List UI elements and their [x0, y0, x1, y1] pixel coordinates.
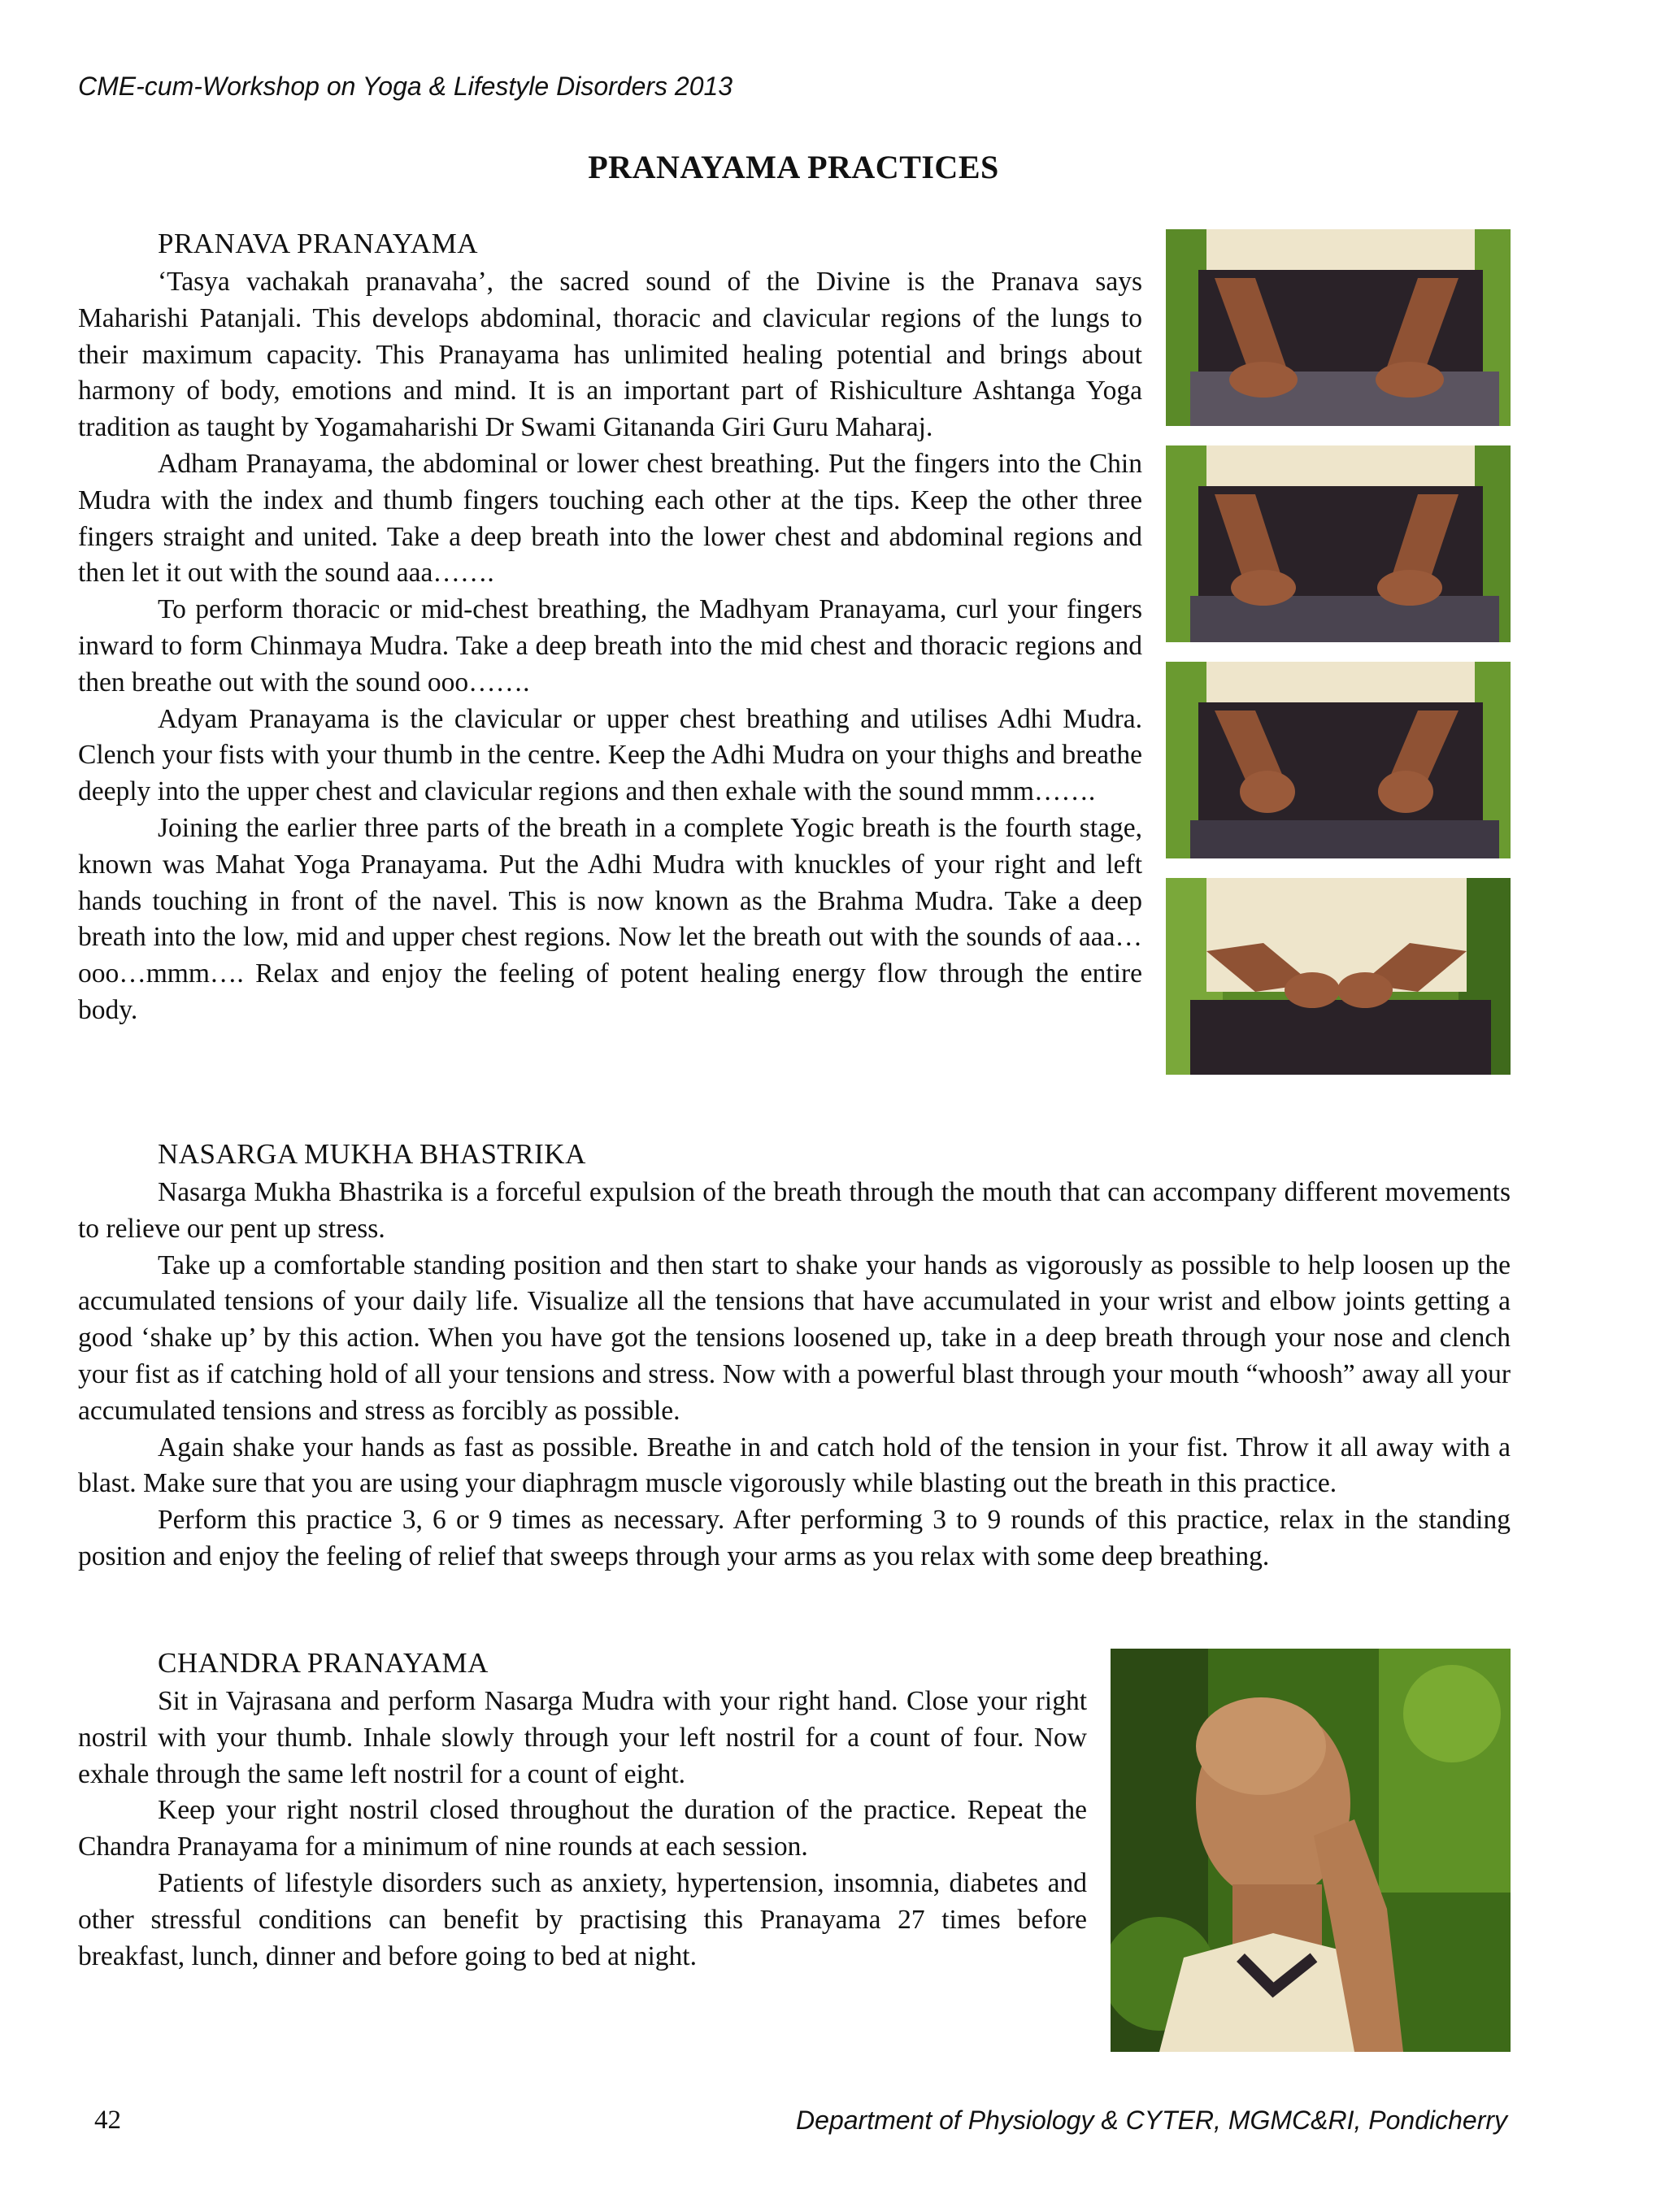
page-number: 42 [94, 2106, 121, 2135]
paragraph: Patients of lifestyle disorders such as anxiety, hypertension, insomnia, diabetes and other stressful conditions can benefit by practising this Pranayama 27 times before breakfast, lunch, dinner and before going to bed at night. [78, 1867, 1087, 1971]
page-title: PRANAYAMA PRACTICES [588, 149, 999, 185]
section-heading-chandra: CHANDRA PRANAYAMA [158, 1647, 489, 1679]
paragraph: Joining the earlier three parts of the breath in a complete Yogic breath is the fourth stage, known was Mahat Yoga Pranayama. Put the Adhi Mudra with knuckles of your right and left hands touching in front of the navel. This is now known as the Brahma Mudra. Take a deep breath into the low, mid and upper chest regions. Now let the breath out with the sounds of aaa…ooo…mmm…. Relax and enjoy the feeling of potent healing energy flow through the entire body. [78, 812, 1142, 1025]
paragraph: Keep your right nostril closed throughout the duration of the practice. Repeat the Chandra Pranayama for a minimum of nine rounds at each session. [78, 1795, 1087, 1862]
chinmaya-mudra-photo [1166, 445, 1511, 642]
nasarga-text [78, 1175, 1511, 1575]
section-heading-nasarga: NASARGA MUKHA BHASTRIKA [158, 1138, 586, 1170]
paragraph: ‘Tasya vachakah pranavaha’, the sacred sound of the Divine is the Pranava says Maharishi Patanjali. This develops abdominal, thoracic and clavicular regions of the lungs to their maximum capacity. This Pranayama has unlimited healing potential and brings about harmony of body, emotions and mind. It is an important part of Rishiculture Ashtanga Yoga tradition as taught by Yogamaharishi Dr Swami Gitananda Giri Guru Maharaj. [78, 267, 1142, 443]
brahma-mudra-photo [1166, 878, 1511, 1075]
paragraph: To perform thoracic or mid-chest breathing, the Madhyam Pranayama, curl your fingers inward to form Chinmaya Mudra. Take a deep breath into the mid chest and thoracic regions and then breathe out with the sound ooo……. [78, 594, 1142, 697]
paragraph: Nasarga Mukha Bhastrika is a forceful expulsion of the breath through the mouth that can accompany different movements to relieve our pent up stress. [78, 1177, 1511, 1244]
paragraph: Perform this practice 3, 6 or 9 times as necessary. After performing 3 to 9 rounds of this practice, relax in the standing position and enjoy the feeling of relief that sweeps through your arms as you relax with some deep breathing. [78, 1505, 1511, 1571]
running-header: CME-cum-Workshop on Yoga & Lifestyle Disorders 2013 [78, 72, 733, 101]
paragraph: Sit in Vajrasana and perform Nasarga Mudra with your right hand. Close your right nostril with your thumb. Inhale slowly through your left nostril for a count of four. Now exhale through the same left nostril for a count of eight. [78, 1686, 1087, 1789]
paragraph: Adham Pranayama, the abdominal or lower chest breathing. Put the fingers into the Chin Mudra with the index and thumb fingers touching each other at the tips. Keep the other three fingers straight and united. Take a deep breath into the lower chest and abdominal regions and then let it out with the sound aaa……. [78, 448, 1142, 589]
running-footer: Department of Physiology & CYTER, MGMC&RI, Pondicherry [796, 2106, 1507, 2135]
chandra-pranayama-photo [1111, 1649, 1511, 2052]
paragraph: Adyam Pranayama is the clavicular or upper chest breathing and utilises Adhi Mudra. Clench your fists with your thumb in the centre. Keep the Adhi Mudra on your thighs and breathe deeply into the upper chest and clavicular regions and then exhale with the sound mmm……. [78, 703, 1142, 807]
adhi-mudra-photo [1166, 662, 1511, 858]
section-heading-pranava: PRANAVA PRANAYAMA [158, 228, 478, 259]
paragraph: Again shake your hands as fast as possible. Breathe in and catch hold of the tension in your fist. Throw it all away with a blast. Make sure that you are using your diaphragm muscle vigorously while blasting out the breath in this practice. [78, 1432, 1511, 1499]
chandra-text [78, 1684, 1087, 1975]
pranava-text [78, 264, 1142, 1029]
paragraph: Take up a comfortable standing position and then start to shake your hands as vigorously as possible to help loosen up the accumulated tensions of your daily life. Visualize all the tensions that have accumulated in your wrist and elbow joints getting a good ‘shake up’ by this action. When you have got the tensions loosened up, take in a deep breath through your nose and clench your fist as if catching hold of all your tensions and stress. Now with a powerful blast through your mouth “whoosh” away all your accumulated tensions and stress as forcibly as possible. [78, 1249, 1511, 1426]
chin-mudra-photo [1166, 229, 1511, 426]
